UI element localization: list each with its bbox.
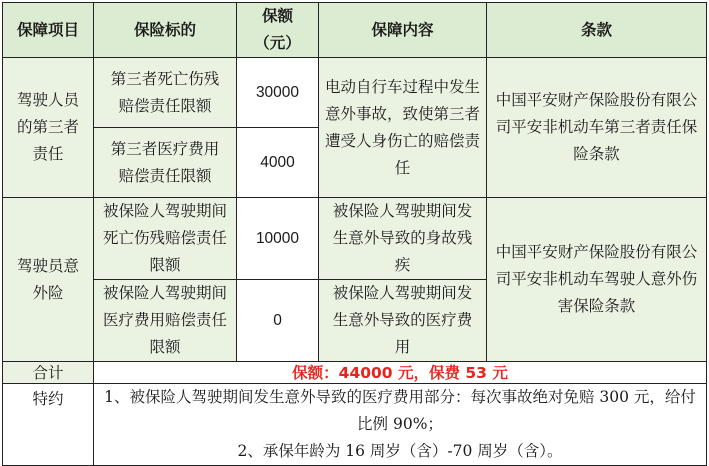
section2-row2-amount: 0	[237, 280, 319, 362]
section2-row2-subject: 被保险人驾驶期间医疗费用赔偿责任限额	[94, 280, 237, 362]
section1-clause: 中国平安财产保险股份有限公司平安非机动车第三者责任保险条款	[487, 58, 707, 198]
section1-row1-subject: 第三者死亡伤残赔偿责任限额	[94, 58, 237, 128]
total-value: 保额：44000 元，保费 53 元	[94, 362, 707, 384]
header-insured-subject: 保险标的	[94, 3, 237, 58]
section2-row1-content: 被保险人驾驶期间发生意外导致的身故残疾	[319, 198, 487, 280]
insurance-coverage-table	[2, 2, 707, 466]
section1-item: 驾驶人员的第三者责任	[3, 58, 94, 198]
special-terms	[94, 384, 707, 466]
section2-row2-content: 被保险人驾驶期间发生意外导致的医疗费用	[319, 280, 487, 362]
header-coverage-item: 保障项目	[3, 3, 94, 58]
section2-row1-subject: 被保险人驾驶期间死亡伤残赔偿责任限额	[94, 198, 237, 280]
section1-row2-amount: 4000	[237, 128, 319, 198]
total-label: 合计	[3, 362, 94, 384]
section1-row1-amount: 30000	[237, 58, 319, 128]
special-terms-line-1: 1、被保险人驾驶期间发生意外导致的医疗费用部分：每次事故绝对免赔 300 元，给付比例 90%；	[104, 388, 696, 433]
special-terms-line-2: 2、承保年龄为 16 周岁（含）-70 周岁（含）。	[237, 442, 563, 460]
section2-row1-amount: 10000	[237, 198, 319, 280]
header-coverage-content: 保障内容	[319, 3, 487, 58]
section2-item: 驾驶员意外险	[3, 198, 94, 362]
section1-content: 电动自行车过程中发生意外事故，致使第三者遭受人身伤亡的赔偿责任	[319, 58, 487, 198]
section1-row2-subject: 第三者医疗费用赔偿责任限额	[94, 128, 237, 198]
section2-clause: 中国平安财产保险股份有限公司平安非机动车驾驶人意外伤害保险条款	[487, 198, 707, 362]
special-terms-label: 特约	[3, 384, 94, 466]
header-sum-insured: 保额（元）	[237, 3, 319, 58]
header-clause: 条款	[487, 3, 707, 58]
